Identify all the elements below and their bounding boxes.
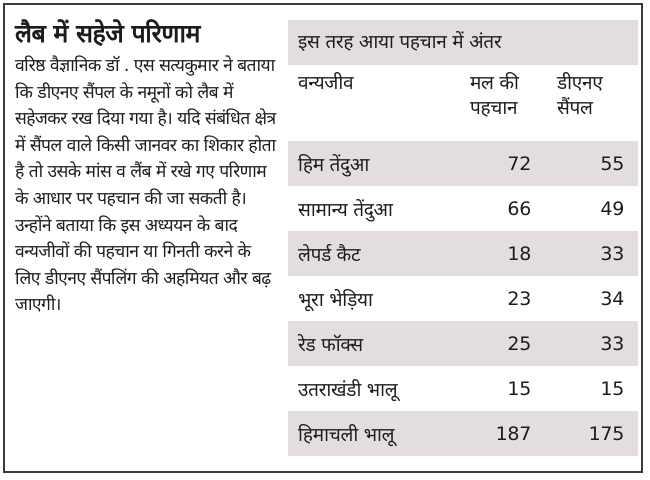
- table-row: [288, 411, 638, 456]
- comparison-table: [288, 20, 638, 456]
- table-title: इस तरह आया पहचान में अंतर: [288, 20, 638, 65]
- row-animal: लेपर्ड कैट: [298, 243, 361, 266]
- table-row: [288, 321, 638, 366]
- row-dna-count: 15: [600, 377, 624, 400]
- row-dna-count: 33: [600, 242, 624, 265]
- row-scat-count: 23: [507, 287, 531, 310]
- row-animal: हिमाचली भालू: [298, 423, 395, 446]
- table-row: [288, 141, 638, 186]
- row-scat-count: 15: [507, 377, 531, 400]
- row-scat-count: 66: [507, 197, 531, 220]
- table-row: [288, 231, 638, 276]
- row-dna-count: 34: [600, 287, 624, 310]
- row-dna-count: 33: [600, 332, 624, 355]
- row-dna-count: 175: [588, 422, 624, 445]
- header-scat-identification: मल की पहचान: [470, 72, 519, 119]
- row-dna-count: 55: [600, 152, 624, 175]
- table-row: [288, 276, 638, 321]
- table-row: [288, 366, 638, 411]
- row-animal: भूरा भेड़िया: [298, 288, 373, 311]
- row-animal: रेड फॉक्स: [298, 333, 363, 356]
- header-wildlife: वन्यजीव: [298, 72, 354, 94]
- table-header-row: [288, 65, 638, 141]
- article-heading: लैब में सहेजे परिणाम: [15, 19, 200, 48]
- header-dna-sample: डीएनए सैंपल: [557, 72, 603, 119]
- row-scat-count: 187: [495, 422, 531, 445]
- row-scat-count: 18: [507, 242, 531, 265]
- article-column: [15, 17, 277, 319]
- row-scat-count: 72: [507, 152, 531, 175]
- news-box: [3, 3, 643, 473]
- row-scat-count: 25: [507, 332, 531, 355]
- row-dna-count: 49: [600, 197, 624, 220]
- table-row: [288, 186, 638, 231]
- row-animal: उतराखंडी भालू: [298, 378, 398, 401]
- row-animal: हिम तेंदुआ: [298, 153, 369, 176]
- row-animal: सामान्य तेंदुआ: [298, 198, 393, 221]
- article-body: वरिष्ठ वैज्ञानिक डॉ . एस सत्यकुमार ने बताया कि डीएनए सैंपल के नमूनों को लैब में सहेजकर रख दिया गया है। यदि संबंधित क्षेत्र में सैंपल वाले किसी जानवर का शिकार होता है तो उसके मांस व लैंब में रखे गए परिणाम के आधार पर पहचान की जा सकती है। उन्होंने बताया कि इस अध्ययन के बाद वन्यजीवों की पहचान या गिनती करने के लिए डीएनए सैंपलिंग की अहमियत और बढ़ जाएगी।: [15, 56, 276, 316]
